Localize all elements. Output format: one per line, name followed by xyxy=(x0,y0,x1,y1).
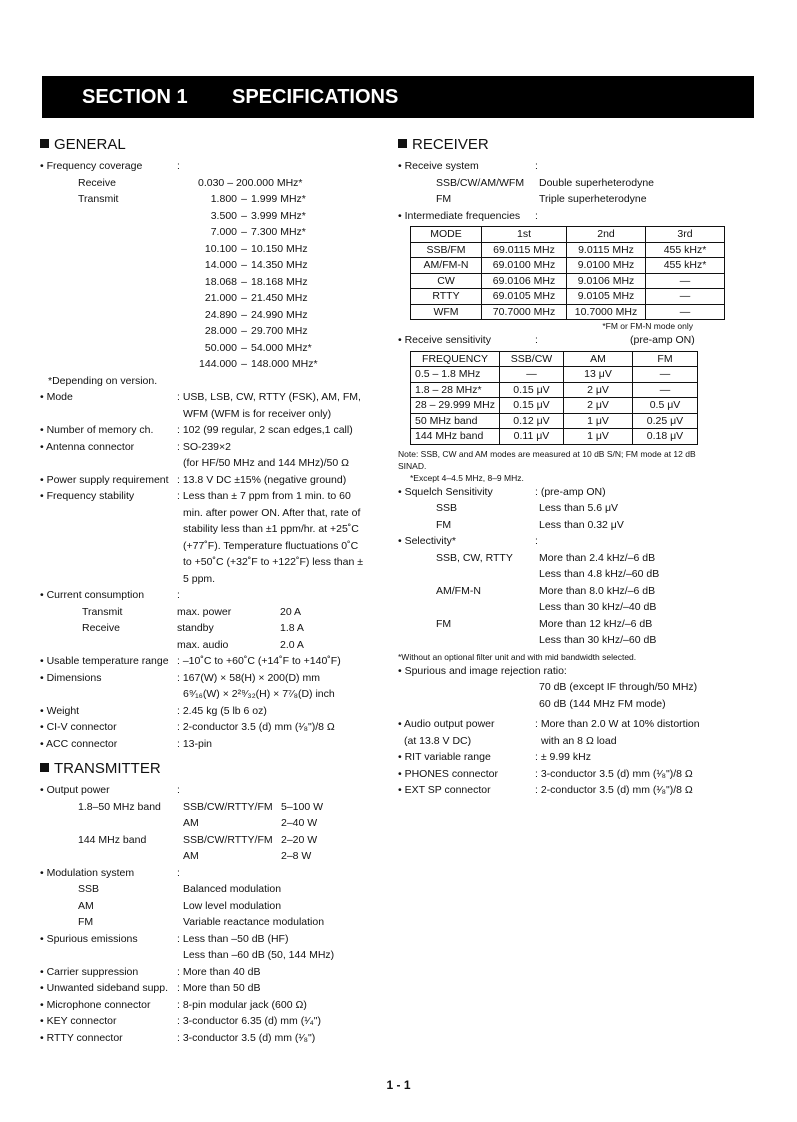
modulation-item-label: AM xyxy=(78,899,94,912)
range-end: 18.168 MHz xyxy=(251,275,308,288)
table-cell: 69.0106 MHz xyxy=(482,273,567,289)
transmit-range xyxy=(185,307,385,324)
system-item-label: FM xyxy=(436,193,452,205)
transmit-range xyxy=(185,257,385,274)
system-item-label: SSB/CW/AM/WFM xyxy=(436,176,525,189)
table-cell: — xyxy=(633,367,698,383)
range-end: 1.999 MHz* xyxy=(251,193,306,205)
range-dash: – xyxy=(241,292,247,304)
table-cell: 69.0115 MHz xyxy=(482,242,567,258)
range-dash: – xyxy=(241,325,247,337)
spurious-row: • Spurious emissions : Less than –50 dB (HF) Less than –60 dB (50, 144 MHz) xyxy=(40,932,335,961)
range-start: 1.800 xyxy=(210,193,237,205)
output-item-cond: AM xyxy=(183,817,199,829)
range-dash: – xyxy=(241,358,247,370)
selectivity-note: *Without an optional filter unit and with mid bandwidth selected. xyxy=(398,651,637,662)
table-cell: 9.0100 MHz xyxy=(567,258,646,274)
transmit-range xyxy=(185,356,385,373)
phones-row: • PHONES connector : 3-conductor 3.5 (d) mm (¹⁄₈")/8 Ω xyxy=(398,767,693,780)
output-item-amount: 2–8 W xyxy=(281,850,312,862)
output-power-row: • Output power : xyxy=(40,784,180,796)
modulation-item-value: Balanced modulation xyxy=(183,883,282,895)
modulation-item xyxy=(40,914,385,931)
range-dash: – xyxy=(241,193,247,205)
square-bullet-icon xyxy=(40,763,49,772)
table-cell: 0.5 – 1.8 MHz xyxy=(411,367,500,383)
selectivity-item-label: AM/FM-N xyxy=(436,584,481,597)
current-item-amount: 2.0 A xyxy=(280,638,304,651)
sensitivity-row: • Receive sensitivity : (pre-amp ON) xyxy=(398,334,695,346)
modulation-item xyxy=(40,898,385,915)
spur-row: • Spurious and image rejection ratio: xyxy=(398,664,567,677)
modulation-item-label: SSB xyxy=(78,883,100,895)
output-item xyxy=(40,799,385,816)
acc-row: • ACC connector : 13-pin xyxy=(40,737,213,750)
sens-note: Note: SSB, CW and AM modes are measured at 10 dB S/N; FM mode at 12 dB SINAD. *Except 4–4.5 MHz, 8–9 MHz. xyxy=(398,448,696,483)
transmit-range xyxy=(185,274,385,291)
selectivity-item xyxy=(398,550,768,567)
modulation-item-value: Variable reactance modulation xyxy=(183,916,325,928)
range-dash: – xyxy=(241,209,247,222)
selectivity-item xyxy=(398,583,768,600)
current-item-cond: standby xyxy=(177,622,214,634)
antenna-row: • Antenna connector : SO-239×2 (for HF/50 MHz and 144 MHz)/50 Ω xyxy=(40,440,349,469)
mic-row: • Microphone connector : 8-pin modular jack (600 Ω) xyxy=(40,998,307,1011)
output-item-cond: SSB/CW/RTTY/FM xyxy=(183,800,273,813)
current-row: • Current consumption : xyxy=(40,589,180,601)
general-heading: GENERAL xyxy=(40,134,385,156)
squelch-item-value: Less than 5.6 μV xyxy=(539,502,619,514)
modulation-item xyxy=(40,881,385,898)
table-cell: — xyxy=(646,304,725,320)
range-start: 50.000 xyxy=(204,341,237,354)
modulation-item-value: Low level modulation xyxy=(183,899,282,912)
table-cell: 69.0100 MHz xyxy=(482,258,567,274)
output-item xyxy=(40,848,385,865)
dimensions-row: • Dimensions : 167(W) × 58(H) × 200(D) mm 6⁹⁄₁₆(W) × 2²⁹⁄₃₂(H) × 7⁷⁄₈(D) inch xyxy=(40,671,335,700)
output-item-label: 1.8–50 MHz band xyxy=(78,800,161,813)
table-cell: 0.15 μV xyxy=(500,382,564,398)
table-header-cell: 3rd xyxy=(646,227,725,243)
table-header-row xyxy=(411,351,698,367)
key-row: • KEY connector : 3-conductor 6.35 (d) mm (¹⁄₄") xyxy=(40,1015,321,1027)
output-item xyxy=(40,832,385,849)
table-row xyxy=(411,258,725,274)
table-cell: SSB/FM xyxy=(411,242,482,258)
squelch-item-value: Less than 0.32 μV xyxy=(539,518,624,531)
modulation-rows xyxy=(40,881,385,931)
table-row xyxy=(411,413,698,429)
range-dash: – xyxy=(241,341,247,354)
transmit-range xyxy=(185,340,385,357)
table-cell: — xyxy=(646,273,725,289)
memory-row: • Number of memory ch. : 102 (99 regular, 2 scan edges,1 call) xyxy=(40,424,353,436)
receiver-heading: RECEIVER xyxy=(398,134,768,156)
current-item-value xyxy=(177,604,385,621)
current-item-label: Transmit xyxy=(82,605,123,618)
selectivity-item-value: More than 8.0 kHz/–6 dB xyxy=(539,584,656,597)
section-banner xyxy=(42,76,754,118)
range-dash: – xyxy=(241,259,247,271)
range-start: 144.000 xyxy=(199,358,237,370)
table-header-cell: 2nd xyxy=(567,227,646,243)
receive-system-row: • Receive system : xyxy=(398,160,538,172)
table-header-cell: FM xyxy=(633,351,698,367)
output-item-value xyxy=(183,848,385,865)
carrier-row: • Carrier suppression : More than 40 dB xyxy=(40,965,261,978)
audio-row: • Audio output power (at 13.8 V DC) : More than 2.0 W at 10% distortion with an 8 Ω load xyxy=(398,718,700,747)
range-end: 3.999 MHz* xyxy=(251,209,306,222)
selectivity-item-value: Less than 4.8 kHz/–60 dB xyxy=(539,568,660,580)
sensitivity-table xyxy=(410,351,698,445)
current-item-cond: max. audio xyxy=(177,638,229,651)
transmit-ranges xyxy=(185,191,385,373)
squelch-rows xyxy=(398,500,768,533)
range-start: 24.890 xyxy=(204,308,237,321)
table-cell: 10.7000 MHz xyxy=(567,304,646,320)
range-start: 21.000 xyxy=(204,292,237,304)
transmit-range xyxy=(185,290,385,307)
selectivity-rows xyxy=(398,550,768,649)
if-row: • Intermediate frequencies : xyxy=(398,209,538,222)
table-cell: 144 MHz band xyxy=(411,429,500,445)
range-start: 7.000 xyxy=(210,226,237,238)
table-cell: 455 kHz* xyxy=(646,242,725,258)
selectivity-item-value: More than 12 kHz/–6 dB xyxy=(539,617,653,630)
output-item-cond: SSB/CW/RTTY/FM xyxy=(183,833,273,846)
system-item-value: Triple superheterodyne xyxy=(539,193,647,205)
table-cell: RTTY xyxy=(411,289,482,305)
table-cell: WFM xyxy=(411,304,482,320)
right-column xyxy=(398,134,768,799)
range-dash: – xyxy=(241,308,247,321)
table-cell: 0.5 μV xyxy=(633,398,698,414)
output-item-amount: 5–100 W xyxy=(281,800,324,813)
output-item-label: 144 MHz band xyxy=(78,833,147,846)
system-item-value: Double superheterodyne xyxy=(539,176,654,189)
mode-row: • Mode : USB, LSB, CW, RTTY (FSK), AM, FM, WFM (WFM is for receiver only) xyxy=(40,391,361,420)
selectivity-item xyxy=(398,616,768,633)
transmit-range xyxy=(185,224,385,241)
table-header-cell: FREQUENCY xyxy=(411,351,500,367)
range-end: 10.150 MHz xyxy=(251,242,308,255)
table-row xyxy=(411,289,725,305)
table-row xyxy=(411,304,725,320)
range-start: 10.100 xyxy=(204,242,237,255)
civ-row: • CI-V connector : 2-conductor 3.5 (d) mm (¹⁄₈")/8 Ω xyxy=(40,721,335,733)
table-row xyxy=(411,398,698,414)
weight-row: • Weight : 2.45 kg (5 lb 6 oz) xyxy=(40,704,267,717)
table-cell: 70.7000 MHz xyxy=(482,304,567,320)
current-item-label: Receive xyxy=(82,622,120,634)
power-supply-row: • Power supply requirement : 13.8 V DC ±15% (negative ground) xyxy=(40,473,347,486)
table-cell: 28 – 29.999 MHz xyxy=(411,398,500,414)
transmit-range xyxy=(185,323,385,340)
transmit-range xyxy=(185,191,385,208)
table-header-row xyxy=(411,227,725,243)
system-item xyxy=(398,175,768,192)
selectivity-row: • Selectivity* : xyxy=(398,535,538,547)
table-cell: 1.8 – 28 MHz* xyxy=(411,382,500,398)
section-number: SECTION 1 xyxy=(82,86,188,108)
output-rows xyxy=(40,799,385,865)
squelch-item-label: FM xyxy=(436,518,452,531)
extsp-row: • EXT SP connector : 2-conductor 3.5 (d) mm (¹⁄₈")/8 Ω xyxy=(398,784,693,796)
output-item-value xyxy=(183,799,385,816)
selectivity-item-label: SSB, CW, RTTY xyxy=(436,551,513,564)
page-number: 1 - 1 xyxy=(386,1078,411,1092)
rit-row: • RIT variable range : ± 9.99 kHz xyxy=(398,751,591,763)
output-item xyxy=(40,815,385,832)
system-rows xyxy=(398,175,768,208)
left-column xyxy=(40,134,385,1046)
current-item-cond: max. power xyxy=(177,605,232,618)
table-cell: — xyxy=(646,289,725,305)
current-item xyxy=(40,620,385,637)
table-row xyxy=(411,382,698,398)
spur-value: 70 dB (except IF through/50 MHz) xyxy=(539,681,698,693)
if-table xyxy=(410,226,725,320)
square-bullet-icon xyxy=(40,139,49,148)
selectivity-item xyxy=(398,599,768,616)
stability-row: • Frequency stability : Less than ± 7 ppm from 1 min. to 60 min. after power ON. After that, rate of stability less than ±1 ppm/hr. at +25˚C (+77˚F). Temperature fluctuations 0˚C to +50˚C (+32˚F to +122˚F) less than ± 5 ppm. xyxy=(40,490,363,585)
range-start: 14.000 xyxy=(204,259,237,271)
table-cell: 1 μV xyxy=(564,413,633,429)
transmitter-heading: TRANSMITTER xyxy=(40,758,385,780)
range-start: 28.000 xyxy=(204,325,237,337)
depending-note: *Depending on version. xyxy=(48,374,158,387)
range-dash: – xyxy=(241,226,247,238)
range-end: 29.700 MHz xyxy=(251,325,308,337)
table-cell: 9.0115 MHz xyxy=(567,242,646,258)
transmit-range-row: Transmit 1.800 – 1.999 MHz* 3.500 – 3.999 MHz* 7.000 – 7.300 MHz* 10.100 – 10.150 MHz 14.000 – 14.350 MHz 18.068 – 18.168 MHz 21.000 – 21.450 MHz 24.890 – 24.990 MHz 28.000 – 29.700 MHz 50.000 – 54.000 MHz* 144.000 – 148.000 MHz* xyxy=(40,191,385,373)
table-header-cell: AM xyxy=(564,351,633,367)
table-row xyxy=(411,367,698,383)
current-item-amount: 1.8 A xyxy=(280,622,304,634)
table-header-cell: SSB/CW xyxy=(500,351,564,367)
current-rows xyxy=(40,604,385,654)
transmit-range xyxy=(185,208,385,225)
table-cell: 2 μV xyxy=(564,382,633,398)
range-dash: – xyxy=(241,242,247,255)
table-cell: CW xyxy=(411,273,482,289)
current-item xyxy=(40,604,385,621)
table-cell: AM/FM-N xyxy=(411,258,482,274)
range-end: 54.000 MHz* xyxy=(251,341,312,354)
table-cell: 0.12 μV xyxy=(500,413,564,429)
selectivity-item xyxy=(398,632,768,649)
rtty-row: • RTTY connector : 3-conductor 3.5 (d) mm (¹⁄₈") xyxy=(40,1031,316,1044)
section-title: SPECIFICATIONS xyxy=(232,86,399,108)
spur-value: 60 dB (144 MHz FM mode) xyxy=(539,697,666,710)
output-item-amount: 2–40 W xyxy=(281,817,318,829)
range-end: 148.000 MHz* xyxy=(251,358,318,370)
system-item xyxy=(398,191,768,208)
table-cell: 0.18 μV xyxy=(633,429,698,445)
table-cell: 0.25 μV xyxy=(633,413,698,429)
sideband-row: • Unwanted sideband supp. : More than 50 dB xyxy=(40,982,261,994)
range-end: 24.990 MHz xyxy=(251,308,308,321)
modulation-row: • Modulation system : xyxy=(40,866,180,879)
selectivity-item-value: Less than 30 kHz/–40 dB xyxy=(539,601,657,613)
table-cell: 13 μV xyxy=(564,367,633,383)
selectivity-item-value: Less than 30 kHz/–60 dB xyxy=(539,634,657,646)
table-header-cell: 1st xyxy=(482,227,567,243)
range-end: 7.300 MHz* xyxy=(251,226,306,238)
squelch-row: • Squelch Sensitivity : (pre-amp ON) xyxy=(398,485,606,498)
range-end: 21.450 MHz xyxy=(251,292,308,304)
output-item-cond: AM xyxy=(183,850,199,862)
receive-range-row: Receive 0.030 – 200.000 MHz* xyxy=(78,176,303,189)
current-item xyxy=(40,637,385,654)
squelch-item-label: SSB xyxy=(436,502,458,514)
spur-values xyxy=(539,679,768,712)
selectivity-item xyxy=(398,566,768,583)
table-cell: 1 μV xyxy=(564,429,633,445)
current-item-value xyxy=(177,620,385,637)
selectivity-item-value: More than 2.4 kHz/–6 dB xyxy=(539,551,656,564)
table-row xyxy=(411,429,698,445)
current-item-amount: 20 A xyxy=(280,605,302,618)
table-cell: 0.11 μV xyxy=(500,429,564,445)
output-item-amount: 2–20 W xyxy=(281,833,318,846)
current-item-value xyxy=(177,637,385,654)
table-cell: — xyxy=(500,367,564,383)
freq-coverage-row: • Frequency coverage : xyxy=(40,160,180,172)
range-start: 3.500 xyxy=(210,209,237,222)
table-cell: 50 MHz band xyxy=(411,413,500,429)
range-end: 14.350 MHz xyxy=(251,259,308,271)
table-cell: 9.0106 MHz xyxy=(567,273,646,289)
range-dash: – xyxy=(241,275,247,288)
squelch-item xyxy=(398,500,768,517)
table-row xyxy=(411,273,725,289)
table-header-cell: MODE xyxy=(411,227,482,243)
table-cell: 0.15 μV xyxy=(500,398,564,414)
table-cell: — xyxy=(633,382,698,398)
temp-row: • Usable temperature range : –10˚C to +60˚C (+14˚F to +140˚F) xyxy=(40,655,341,667)
output-item-value xyxy=(183,832,385,849)
transmit-range xyxy=(185,241,385,258)
table-cell: 2 μV xyxy=(564,398,633,414)
squelch-item xyxy=(398,517,768,534)
table-cell: 69.0105 MHz xyxy=(482,289,567,305)
range-start: 18.068 xyxy=(204,275,237,288)
square-bullet-icon xyxy=(398,139,407,148)
modulation-item-label: FM xyxy=(78,916,94,928)
table-cell: 455 kHz* xyxy=(646,258,725,274)
if-note: *FM or FM-N mode only xyxy=(602,321,693,331)
output-item-value xyxy=(183,815,385,832)
selectivity-item-label: FM xyxy=(436,617,452,630)
table-cell: 9.0105 MHz xyxy=(567,289,646,305)
table-row xyxy=(411,242,725,258)
